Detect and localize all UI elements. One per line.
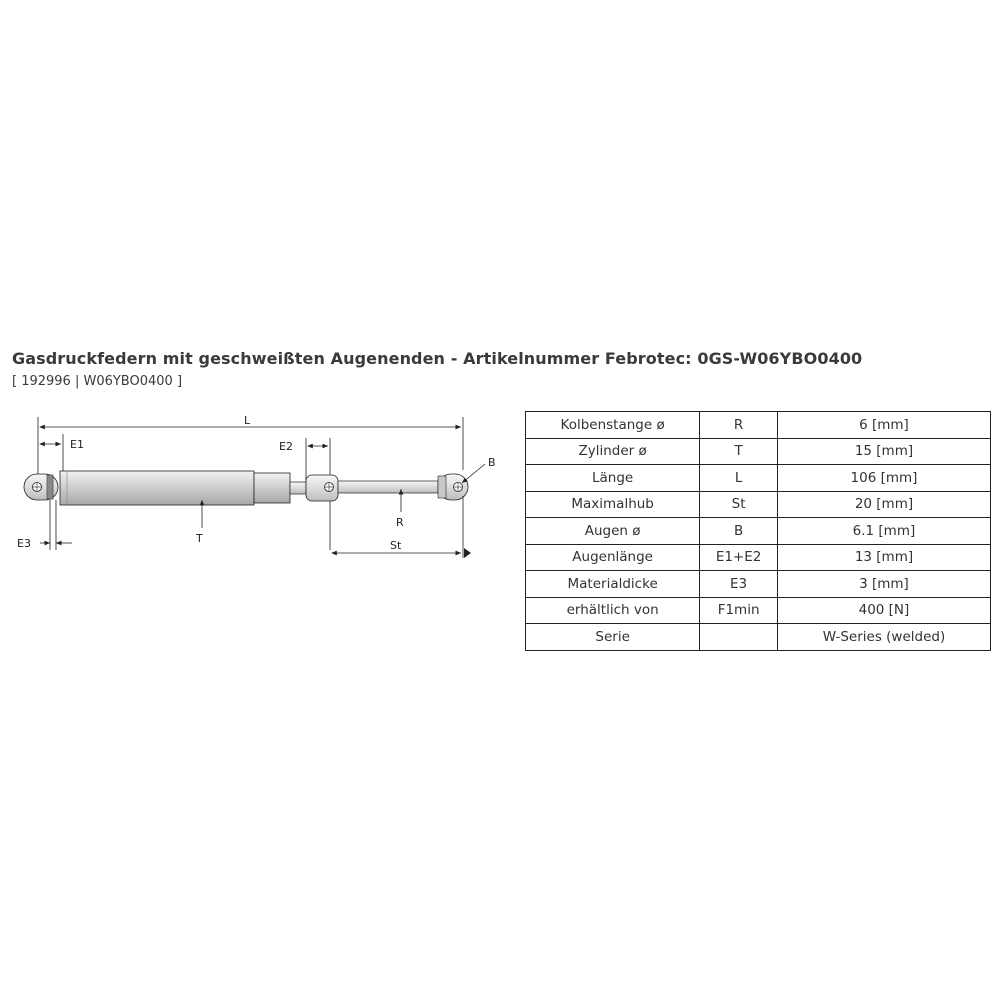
spec-name: Kolbenstange ø	[526, 412, 700, 439]
dim-E3	[17, 500, 72, 550]
table-row	[526, 624, 991, 651]
spec-value: 15 [mm]	[777, 438, 990, 465]
table-row	[526, 544, 991, 571]
spec-value: 13 [mm]	[777, 544, 990, 571]
table-row	[526, 491, 991, 518]
middle-eye-end	[306, 475, 338, 501]
dim-R	[396, 489, 404, 529]
spec-name: Materialdicke	[526, 571, 700, 598]
spec-value: W-Series (welded)	[777, 624, 990, 651]
spec-table	[525, 411, 991, 651]
spec-value: 6.1 [mm]	[777, 518, 990, 545]
spec-symbol	[700, 624, 778, 651]
label-E2: E2	[279, 440, 293, 453]
dim-E1	[40, 434, 84, 475]
spec-value: 20 [mm]	[777, 491, 990, 518]
table-row	[526, 438, 991, 465]
spec-symbol: R	[700, 412, 778, 439]
spec-name: Zylinder ø	[526, 438, 700, 465]
spec-value: 3 [mm]	[777, 571, 990, 598]
label-R: R	[396, 516, 404, 529]
page-title: Gasdruckfedern mit geschweißten Augenenden - Artikelnummer Febrotec: 0GS-W06YBO0400	[12, 349, 863, 368]
spec-name: Maximalhub	[526, 491, 700, 518]
spec-symbol: St	[700, 491, 778, 518]
spec-symbol: E1+E2	[700, 544, 778, 571]
cylinder-body	[60, 471, 306, 505]
dim-B	[462, 456, 496, 483]
spec-name: Augen ø	[526, 518, 700, 545]
label-T: T	[196, 532, 203, 545]
table-row	[526, 518, 991, 545]
gas-spring-drawing	[0, 400, 500, 590]
table-row	[526, 412, 991, 439]
piston-rod	[338, 481, 438, 493]
spec-symbol: B	[700, 518, 778, 545]
dim-L	[38, 414, 463, 480]
spec-name: erhältlich von	[526, 597, 700, 624]
table-row	[526, 571, 991, 598]
spec-name: Augenlänge	[526, 544, 700, 571]
article-numbers: [ 192996 | W06YBO0400 ]	[12, 374, 183, 389]
spec-symbol: F1min	[700, 597, 778, 624]
table-row	[526, 597, 991, 624]
spec-symbol: E3	[700, 571, 778, 598]
spec-symbol: L	[700, 465, 778, 492]
dim-T	[195, 500, 203, 545]
spec-symbol: T	[700, 438, 778, 465]
label-E3: E3	[17, 537, 31, 550]
spec-value: 400 [N]	[777, 597, 990, 624]
label-L: L	[244, 414, 251, 427]
table-row	[526, 465, 991, 492]
spec-value: 106 [mm]	[777, 465, 990, 492]
left-eye-end	[24, 474, 58, 500]
spec-name: Serie	[526, 624, 700, 651]
spec-value: 6 [mm]	[777, 412, 990, 439]
right-eye-end	[438, 474, 468, 500]
label-B: B	[488, 456, 496, 469]
label-St: St	[390, 539, 402, 552]
spec-name: Länge	[526, 465, 700, 492]
label-E1: E1	[70, 438, 84, 451]
